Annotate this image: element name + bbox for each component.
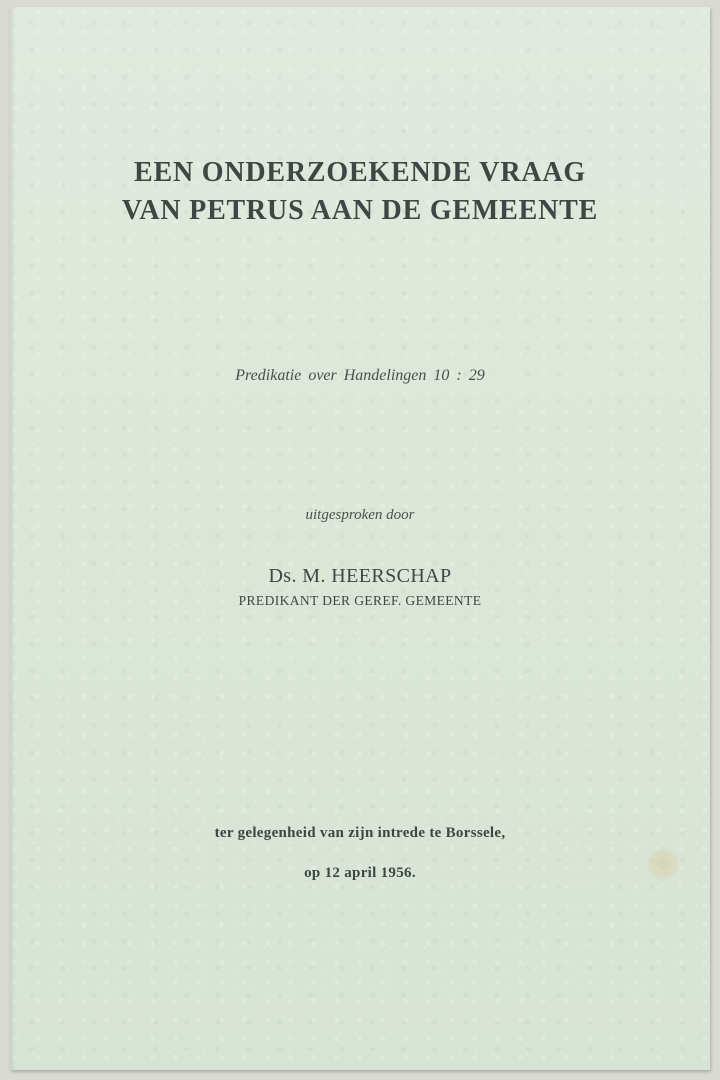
cover-edge-shadow — [10, 7, 16, 1070]
byline: uitgesproken door — [305, 507, 415, 523]
paper-stain — [646, 847, 680, 881]
occasion-line-2: op 12 april 1956. — [304, 865, 416, 881]
subtitle: Predikatie over Handelingen 10 : 29 — [235, 367, 485, 384]
author-name: Ds. M. HEERSCHAP — [268, 565, 452, 587]
booklet-cover — [10, 7, 710, 1070]
title-line-1: EEN ONDERZOEKENDE VRAAG — [134, 157, 586, 188]
occasion-line-1: ter gelegenheid van zijn intrede te Borssele, — [214, 825, 506, 841]
title-line-2: VAN PETRUS AAN DE GEMEENTE — [121, 195, 599, 226]
author-role: PREDIKANT DER GEREF. GEMEENTE — [238, 593, 482, 608]
